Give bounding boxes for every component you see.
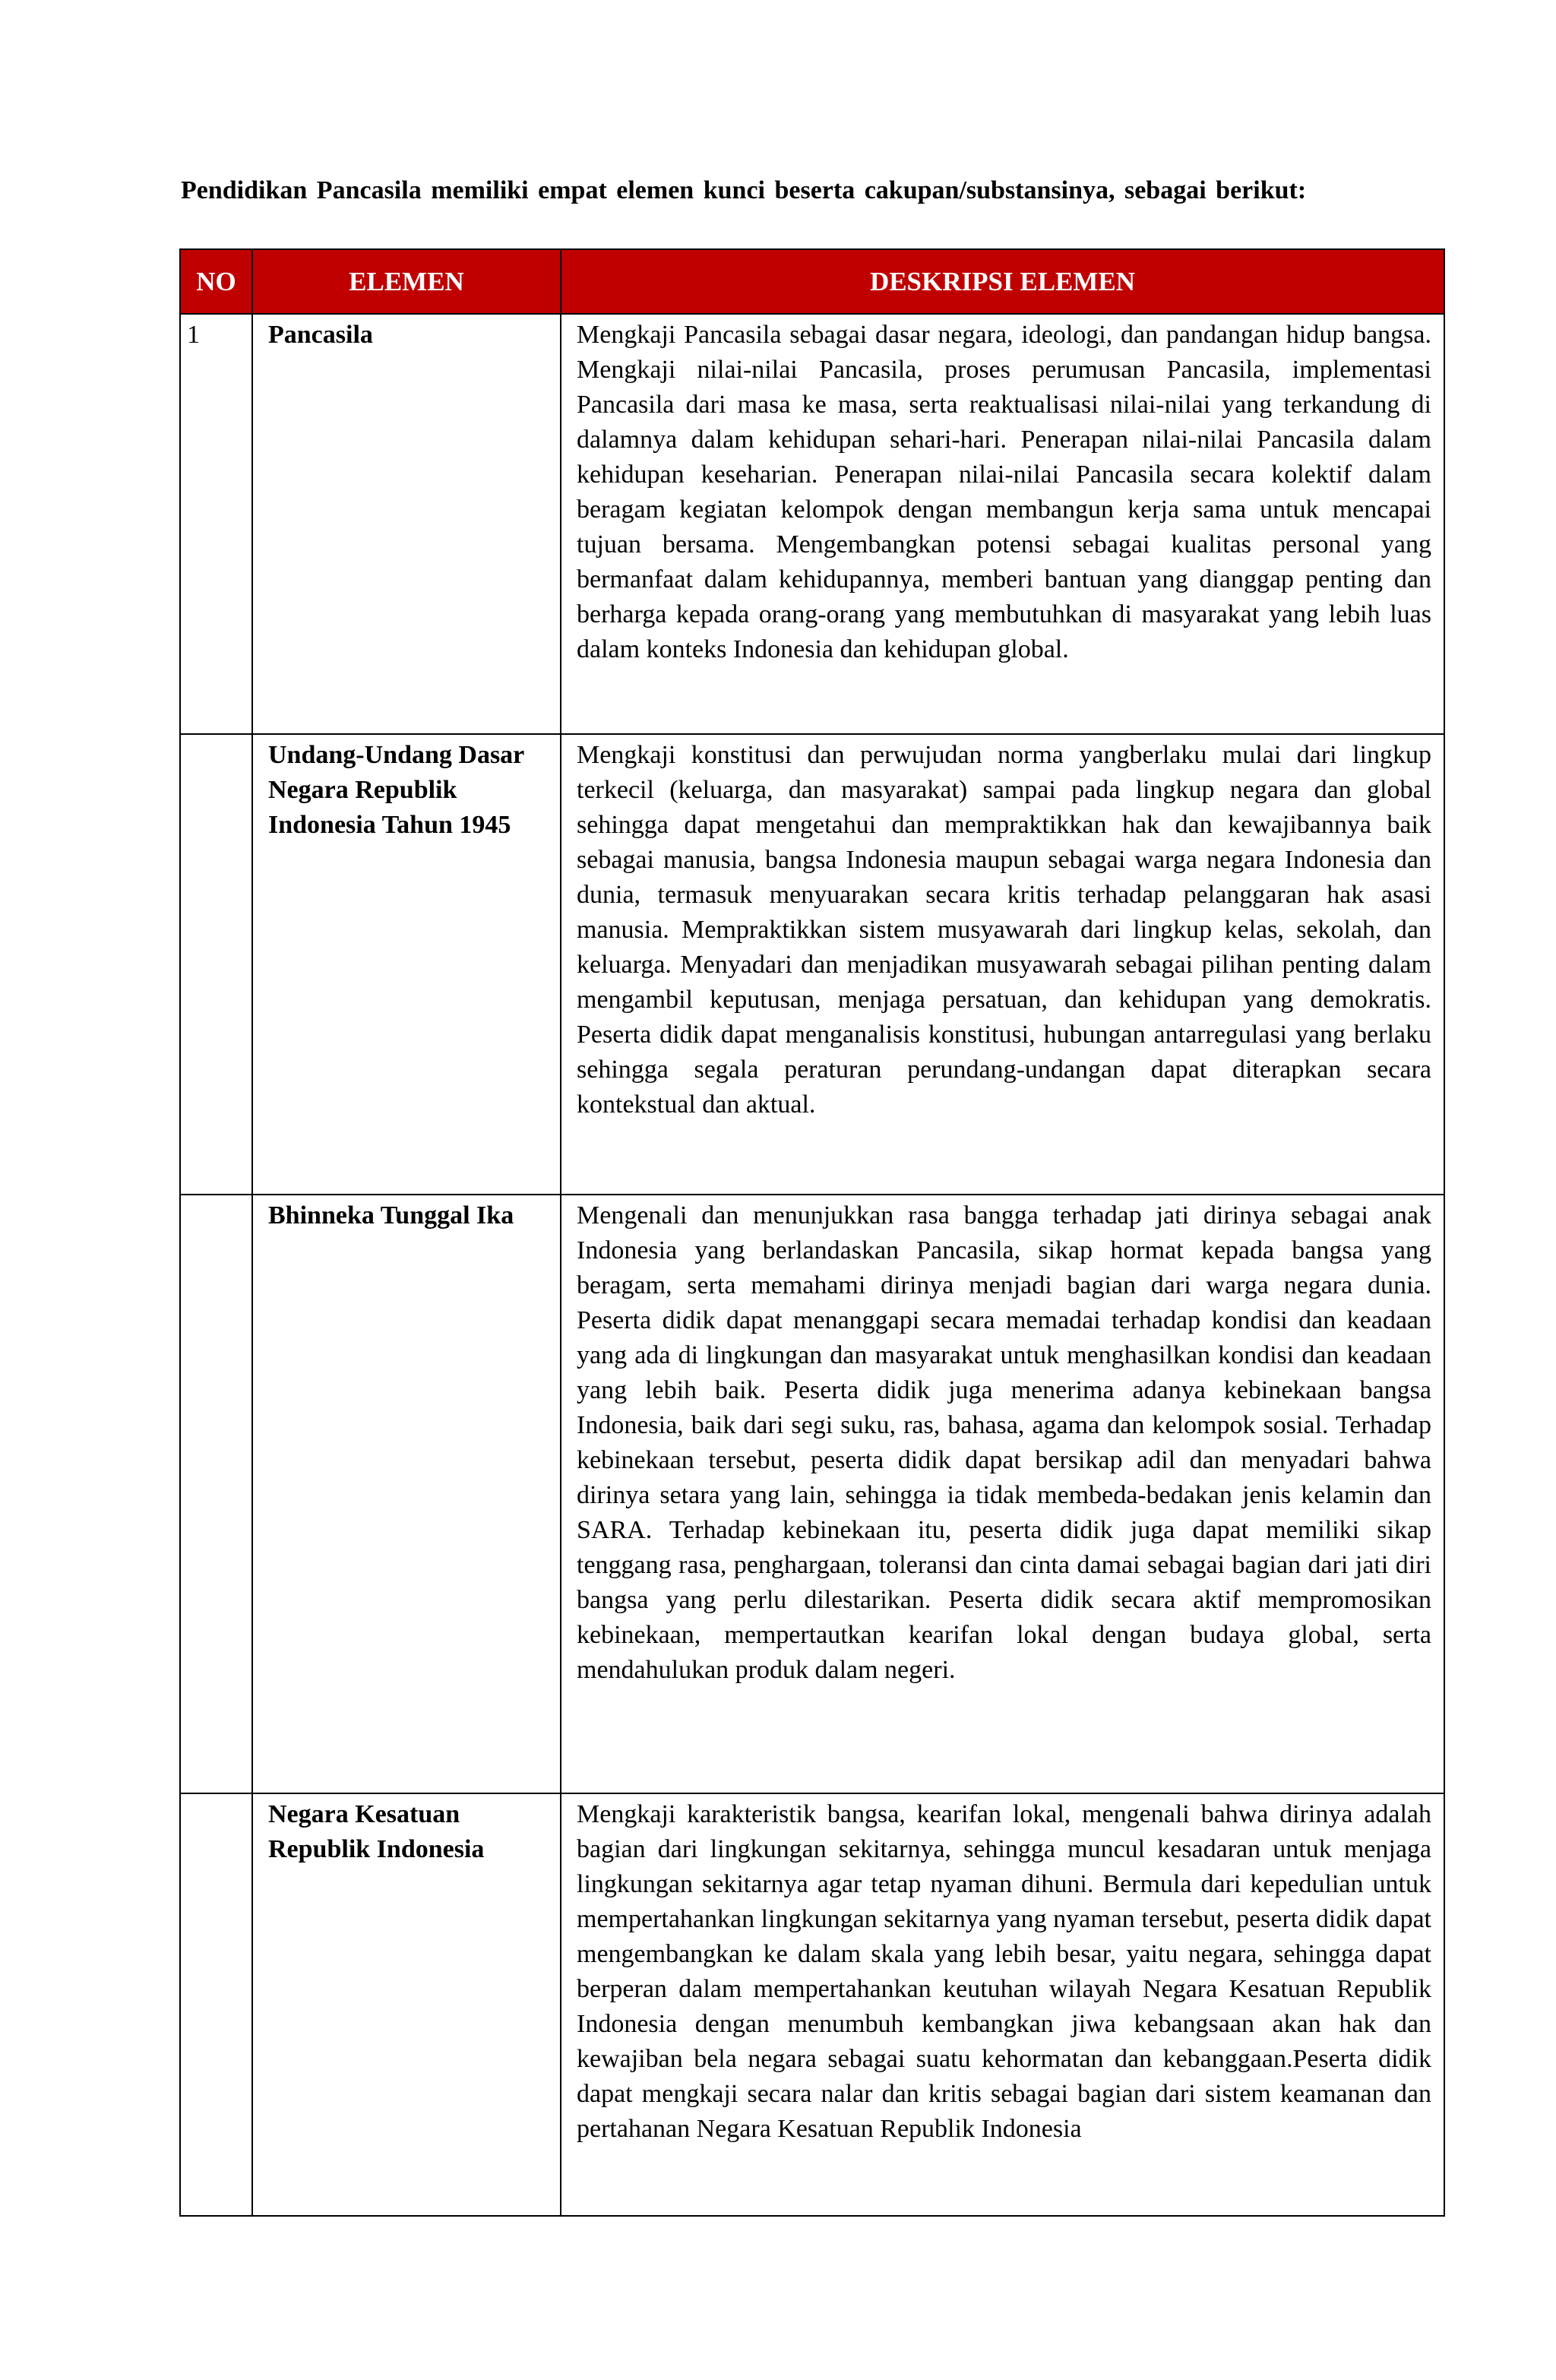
element-name: Pancasila: [252, 314, 561, 734]
header-elemen: ELEMEN: [252, 249, 561, 314]
element-name: Negara Kesatuan Republik Indonesia: [252, 1793, 561, 2216]
row-number: [180, 1195, 252, 1793]
table-row: [180, 734, 1444, 1195]
header-deskripsi: DESKRIPSI ELEMEN: [561, 249, 1444, 314]
row-number: [180, 1793, 252, 2216]
table-row: [180, 1195, 1444, 1793]
row-number: 1: [180, 314, 252, 734]
intro-paragraph: Pendidikan Pancasila memiliki empat elemen kunci beserta cakupan/substansinya, sebagai berikut:: [181, 176, 1307, 204]
header-no: NO: [180, 249, 252, 314]
element-description: Mengkaji konstitusi dan perwujudan norma yangberlaku mulai dari lingkup terkecil (keluarga, dan masyarakat) sampai pada lingkup negara dan global sehingga dapat mengetahui dan mempraktikkan hak dan kewajibannya baik sebagai manusia, bangsa Indonesia maupun sebagai warga negara Indonesia dan dunia, termasuk menyuarakan secara kritis terhadap pelanggaran hak asasi manusia. Mempraktikkan sistem musyawarah dari lingkup kelas, sekolah, dan keluarga. Menyadari dan menjadikan musyawarah sebagai pilihan penting dalam mengambil keputusan, menjaga persatuan, dan kehidupan yang demokratis. Peserta didik dapat menganalisis konstitusi, hubungan antarregulasi yang berlaku sehingga segala peraturan perundang-undangan dapat diterapkan secara kontekstual dan aktual.: [561, 734, 1444, 1195]
element-name: Bhinneka Tunggal Ika: [252, 1195, 561, 1793]
element-description: Mengkaji Pancasila sebagai dasar negara, ideologi, dan pandangan hidup bangsa. Mengkaji nilai-nilai Pancasila, proses perumusan Pancasila, implementasi Pancasila dari masa ke masa, serta reaktualisasi nilai-nilai yang terkandung di dalamnya dalam kehidupan sehari-hari. Penerapan nilai-nilai Pancasila dalam kehidupan keseharian. Penerapan nilai-nilai Pancasila secara kolektif dalam beragam kegiatan kelompok dengan membangun kerja sama untuk mencapai tujuan bersama. Mengembangkan potensi sebagai kualitas personal yang bermanfaat dalam kehidupannya, memberi bantuan yang dianggap penting dan berharga kepada orang-orang yang membutuhkan di masyarakat yang lebih luas dalam konteks Indonesia dan kehidupan global.: [561, 314, 1444, 734]
row-number: [180, 734, 252, 1195]
table-row: [180, 314, 1444, 734]
element-description: Mengkaji karakteristik bangsa, kearifan lokal, mengenali bahwa dirinya adalah bagian dari lingkungan sekitarnya, sehingga muncul kesadaran untuk menjaga lingkungan sekitarnya agar tetap nyaman dihuni. Bermula dari kepedulian untuk mempertahankan lingkungan sekitarnya yang nyaman tersebut, peserta didik dapat mengembangkan ke dalam skala yang lebih besar, yaitu negara, sehingga dapat berperan dalam mempertahankan keutuhan wilayah Negara Kesatuan Republik Indonesia dengan menumbuh kembangkan jiwa kebangsaan akan hak dan kewajiban bela negara sebagai suatu kehormatan dan kebanggaan.Peserta didik dapat mengkaji secara nalar dan kritis sebagai bagian dari sistem keamanan dan pertahanan Negara Kesatuan Republik Indonesia: [561, 1793, 1444, 2216]
element-description: Mengenali dan menunjukkan rasa bangga terhadap jati dirinya sebagai anak Indonesia yang berlandaskan Pancasila, sikap hormat kepada bangsa yang beragam, serta memahami dirinya menjadi bagian dari warga negara dunia. Peserta didik dapat menanggapi secara memadai terhadap kondisi dan keadaan yang ada di lingkungan dan masyarakat untuk menghasilkan kondisi dan keadaan yang lebih baik. Peserta didik juga menerima adanya kebinekaan bangsa Indonesia, baik dari segi suku, ras, bahasa, agama dan kelompok sosial. Terhadap kebinekaan tersebut, peserta didik dapat bersikap adil dan menyadari bahwa dirinya setara yang lain, sehingga ia tidak membeda-bedakan jenis kelamin dan SARA. Terhadap kebinekaan itu, peserta didik juga dapat memiliki sikap tenggang rasa, penghargaan, toleransi dan cinta damai sebagai bagian dari jati diri bangsa yang perlu dilestarikan. Peserta didik secara aktif mempromosikan kebinekaan, mempertautkan kearifan lokal dengan budaya global, serta mendahulukan produk dalam negeri.: [561, 1195, 1444, 1793]
elemen-table: [179, 248, 1445, 2217]
table-header-row: [180, 249, 1444, 314]
element-name: Undang-Undang Dasar Negara Republik Indonesia Tahun 1945: [252, 734, 561, 1195]
table-row: [180, 1793, 1444, 2216]
